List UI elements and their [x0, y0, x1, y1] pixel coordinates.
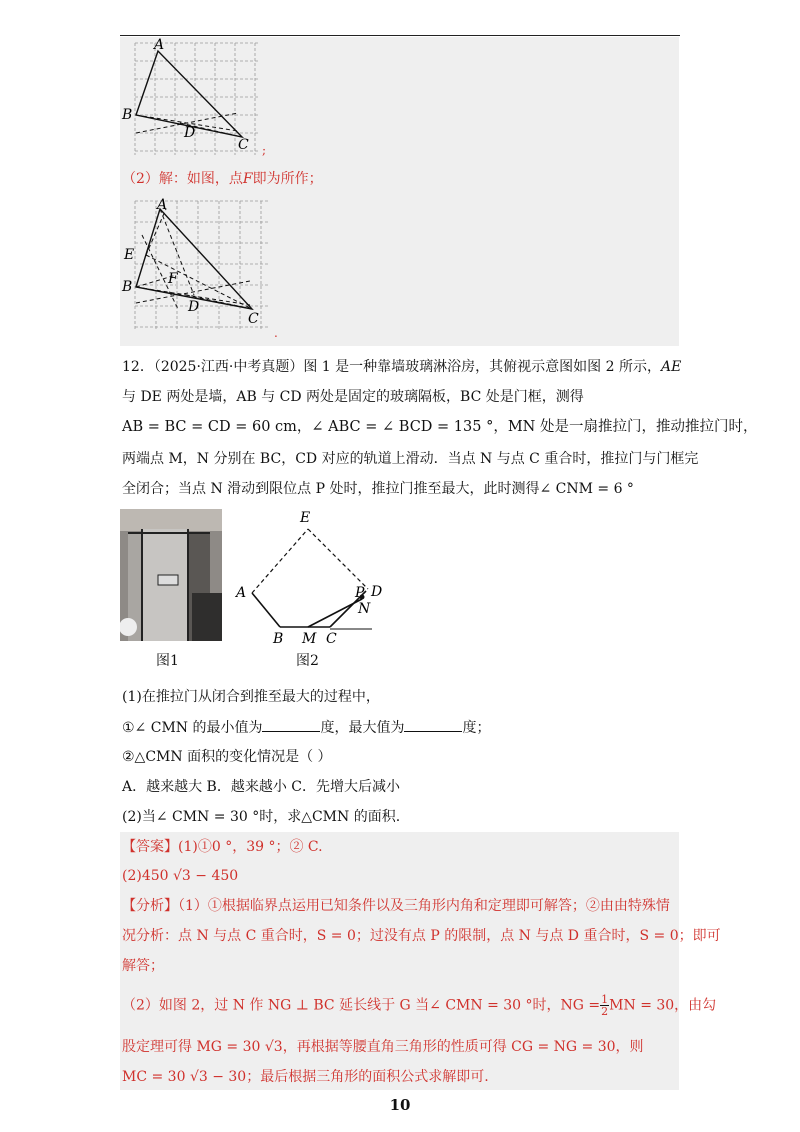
problem-line-2: 与 DE 两处是墙，AB 与 CD 两处是固定的玻璃隔板，BC 处是门框，测得 — [122, 389, 584, 405]
fig-mid-label-f: F — [168, 271, 178, 287]
answer-blank-max[interactable] — [404, 717, 462, 732]
fig-mid-label-e: E — [124, 247, 135, 263]
problem-line-1: 12．（2025·江西·中考真题）图 1 是一种靠墙玻璃淋浴房，其俯视示意图如图 2 所示，AE — [122, 359, 682, 375]
answer-line-2: (2)450 √3 − 450 — [122, 868, 239, 884]
solution2-text: （2）解：如图，点F即为所作； — [122, 171, 323, 187]
top-rule — [120, 35, 680, 36]
fig-mid-label-c: C — [248, 311, 259, 327]
question-2: (2)当∠ CMN = 30 °时，求△CMN 的面积. — [122, 809, 401, 825]
period-mark: . — [274, 326, 278, 340]
analysis-line-5: 股定理可得 MG = 30 √3，再根据等腰直角三角形的性质可得 CG = NG = 30，则 — [122, 1039, 644, 1055]
fig-top-label-b: B — [122, 107, 133, 123]
fig2-label-a: A — [236, 585, 247, 601]
fig-top-label-d: D — [184, 125, 196, 141]
analysis-line-1: 【分析】（1）①根据临界点运用已知条件以及三角形内角和定理即可解答；②由由特殊情 — [122, 898, 670, 914]
shower-plan-diagram — [230, 505, 390, 645]
analysis-line-2: 况分析：点 N 与点 C 重合时，S = 0；过没有点 P 的限制，点 N 与点 D 重合时，S = 0；即可 — [122, 928, 721, 944]
question-1b: ②△CMN 面积的变化情况是（ ） — [122, 749, 332, 765]
fig2-caption: 图2 — [296, 653, 319, 669]
problem-line-4: 两端点 M，N 分别在 BC，CD 对应的轨道上滑动．当点 N 与点 C 重合时，推拉门与门框完 — [122, 451, 699, 467]
shower-room-photo — [120, 509, 222, 641]
fig2-label-n: N — [358, 601, 371, 617]
fig2-label-d: D — [371, 584, 383, 600]
semicolon-mark: ; — [262, 143, 267, 157]
question-1-intro: (1)在推拉门从闭合到推至最大的过程中， — [122, 689, 380, 705]
fig2-label-m: M — [302, 631, 317, 645]
answer-line-1: 【答案】(1)①0 °，39 °；② C. — [122, 839, 323, 855]
problem-line-5: 全闭合；当点 N 滑动到限位点 P 处时，推拉门推至最大，此时测得∠ CNM = 6 ° — [122, 481, 634, 497]
one-half-fraction: $\frac{1}{2}$ — [601, 993, 609, 1018]
fig2-label-b: B — [273, 631, 284, 645]
fig-top-label-c: C — [238, 137, 249, 153]
problem-line-3: AB = BC = CD = 60 cm，∠ ABC = ∠ BCD = 135 °，MN 处是一扇推拉门，推动推拉门时， — [122, 419, 758, 435]
question-1a: ①∠ CMN 的最小值为 度，最大值为 度； — [122, 717, 490, 738]
fig2-label-p: P — [355, 585, 365, 601]
fig2-label-c: C — [326, 631, 337, 645]
fig2-label-e: E — [300, 510, 311, 526]
analysis-line-6: MC = 30 √3 − 30；最后根据三角形的面积公式求解即可. — [122, 1069, 489, 1085]
shower-photo-drawing — [120, 509, 222, 641]
fig1-caption: 图1 — [156, 653, 179, 669]
page-number: 10 — [389, 1096, 411, 1114]
fig-top-label-a: A — [154, 37, 165, 53]
grid-figure-mid — [120, 195, 280, 340]
fig-mid-label-b: B — [122, 279, 133, 295]
analysis-line-3: 解答； — [122, 958, 164, 974]
fig-mid-label-a: A — [157, 197, 168, 213]
analysis-line-4: （2）如图 2，过 N 作 NG ⊥ BC 延长线于 G 当∠ CMN = 30 °时，NG = $\frac{1}{2}$ MN = 30，由勾 — [122, 993, 717, 1018]
fig-mid-label-d: D — [188, 299, 200, 315]
answer-blank-min[interactable] — [262, 717, 320, 732]
question-1b-options: A．越来越大 B．越来越小 C．先增大后减小 — [122, 779, 401, 795]
grid-figure-top — [120, 37, 270, 161]
